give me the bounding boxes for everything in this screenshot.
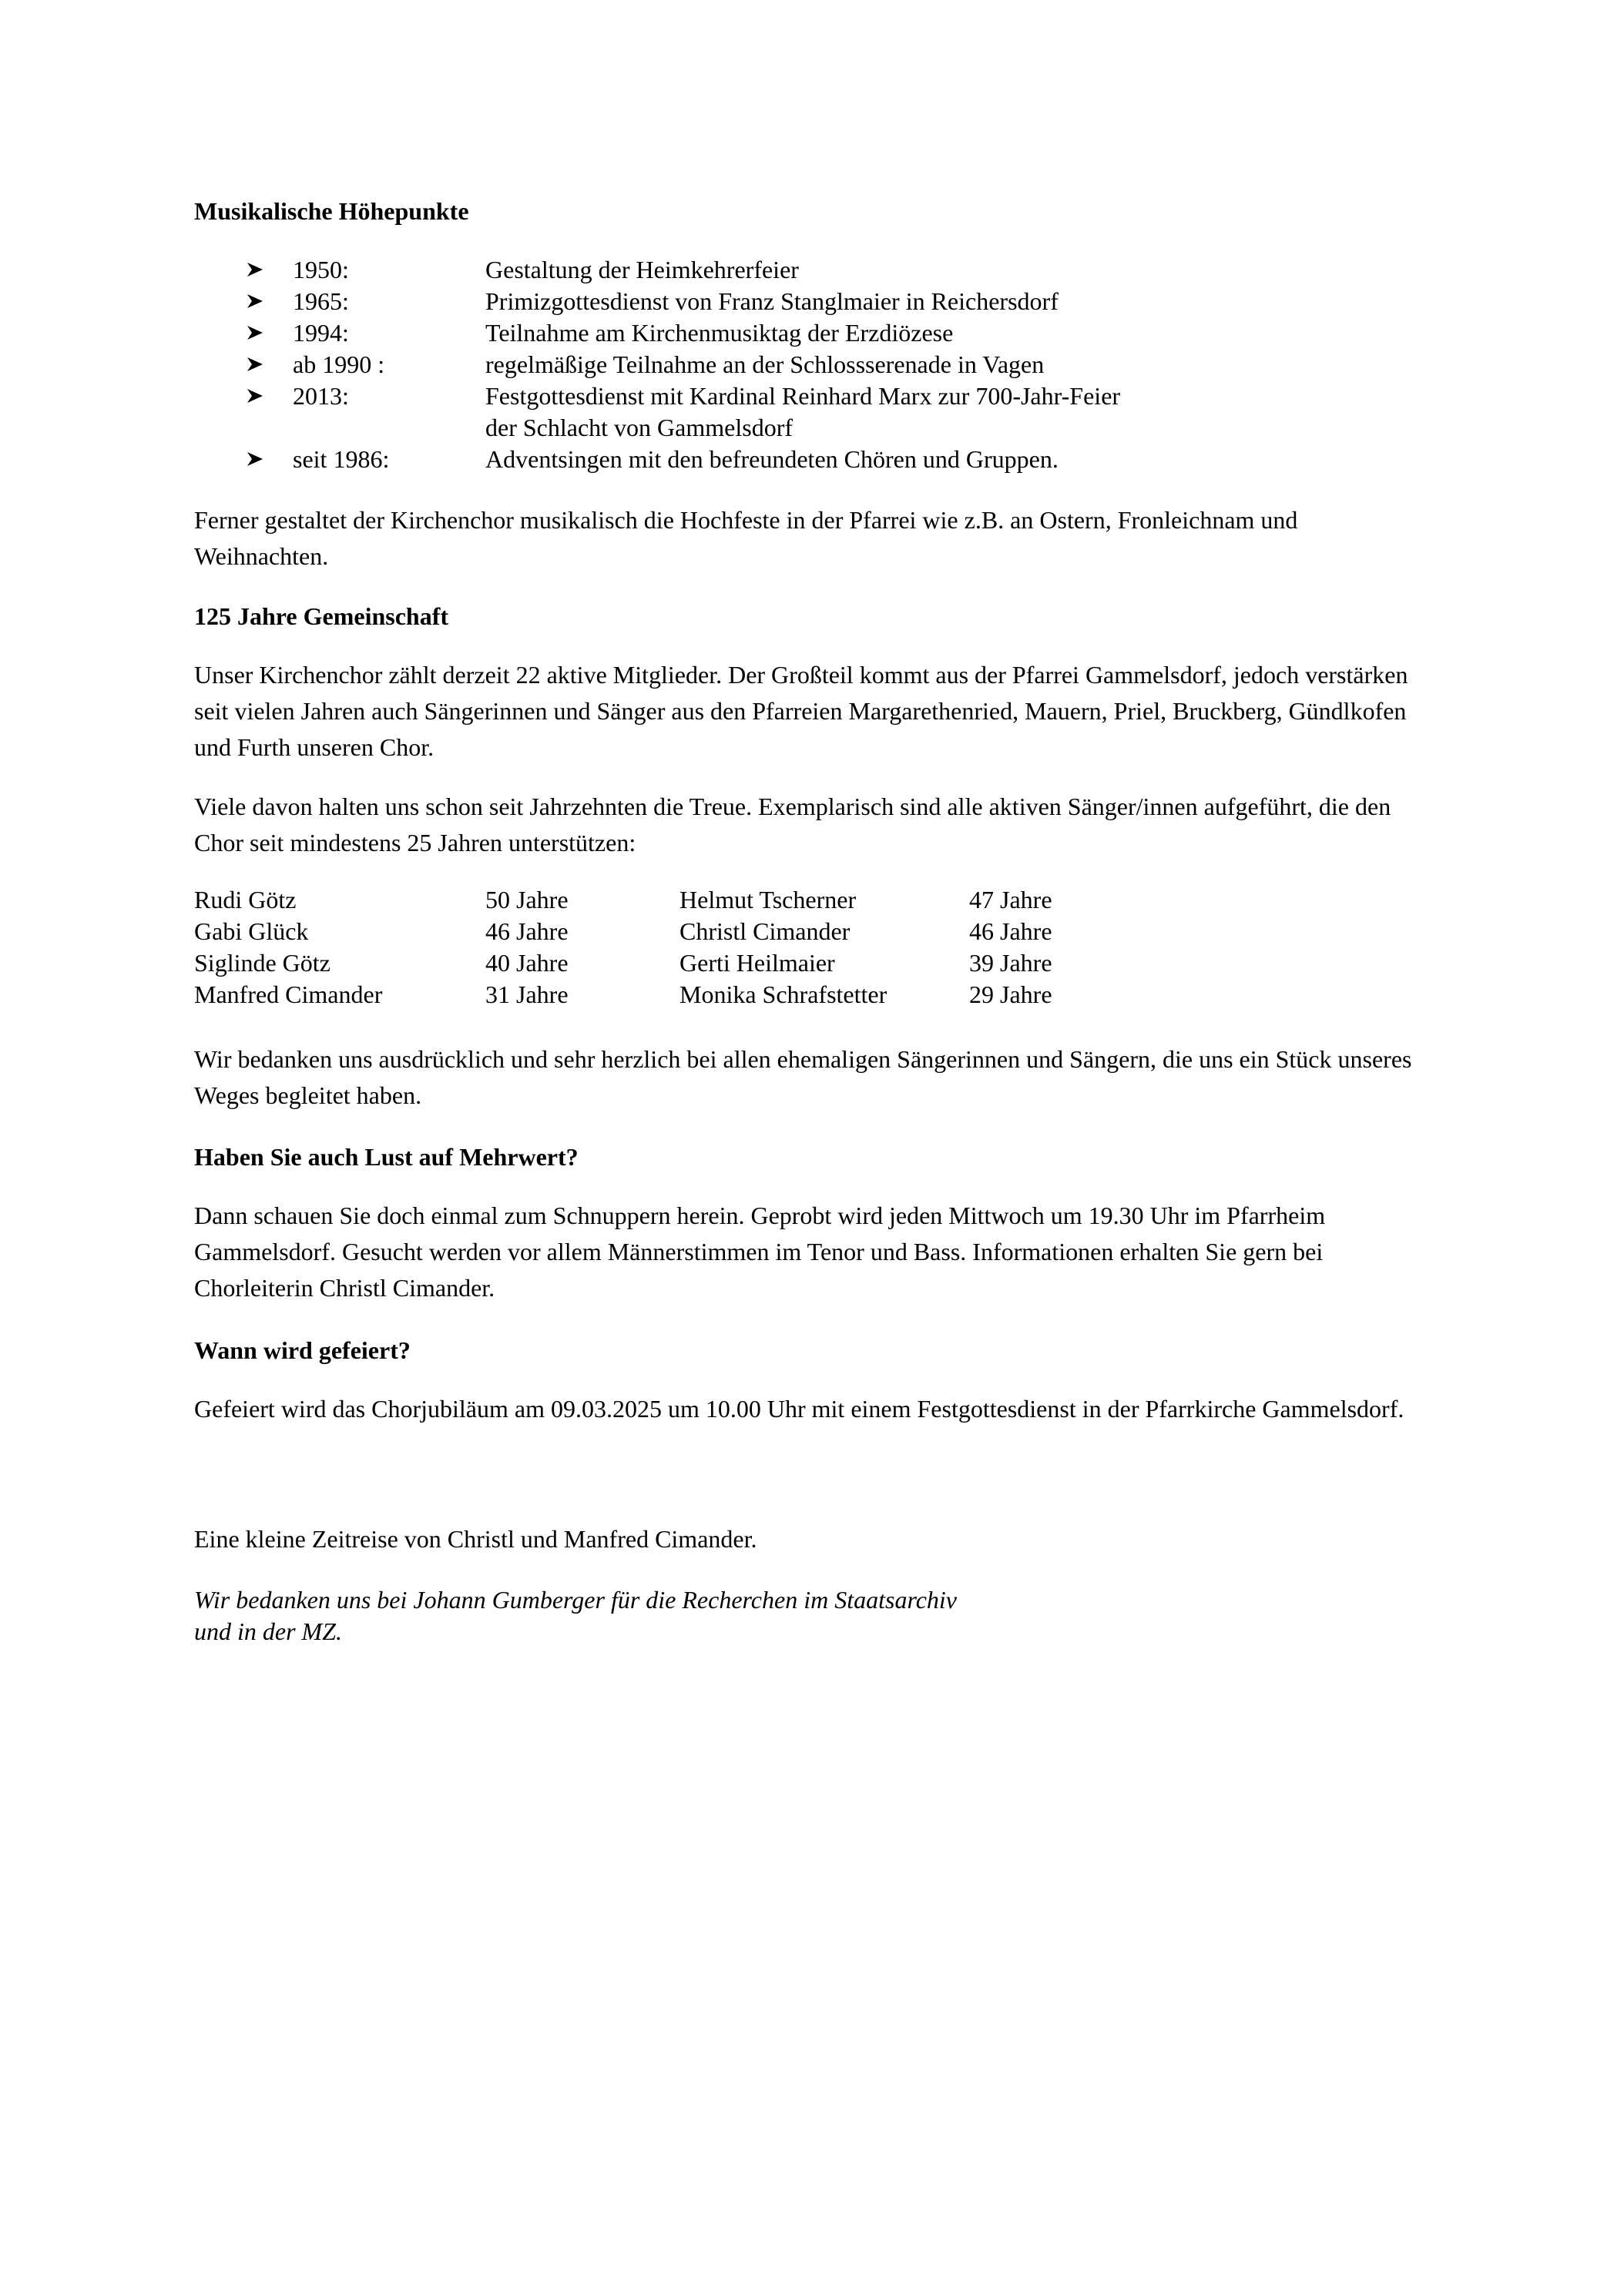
arrowhead-bullet-icon (247, 254, 263, 285)
member-years: 47 Jahre (969, 886, 1052, 913)
highlight-text: Teilnahme am Kirchenmusiktag der Erzdiözese (485, 319, 954, 347)
list-item (0, 254, 1624, 286)
credit-line-2: und in der MZ. (194, 1617, 342, 1645)
member-name: Christl Cimander (679, 917, 851, 945)
list-item (0, 286, 1624, 317)
member-name: Siglinde Götz (194, 949, 331, 977)
heading-musical-highlights: Musikalische Höhepunkte (194, 197, 469, 225)
member-name: Gerti Heilmaier (679, 949, 835, 977)
highlight-text: Festgottesdienst mit Kardinal Reinhard Marx zur 700-Jahr-Feier (485, 382, 1121, 410)
member-name: Gabi Glück (194, 917, 309, 945)
member-name: Monika Schrafstetter (679, 980, 887, 1008)
list-item (0, 317, 1624, 349)
member-years: 31 Jahre (485, 980, 569, 1008)
arrowhead-bullet-icon (247, 380, 263, 411)
arrowhead-bullet-icon (247, 317, 263, 348)
member-years: 40 Jahre (485, 949, 569, 977)
highlight-year: seit 1986: (293, 445, 390, 473)
table-row (0, 947, 1624, 979)
list-item (0, 444, 1624, 475)
list-item (0, 349, 1624, 380)
paragraph-members: Unser Kirchenchor zählt derzeit 22 aktive Mitglieder. Der Großteil kommt aus der Pfarrei Gammelsdorf, jedoch verstärken seit vielen Jahren auch Sängerinnen und Sänger aus den Pfarreien Margarethenried, Mauern, Priel, Bruckberg, Gündlkofen und Furth unseren Chor. (194, 661, 1408, 761)
paragraph-credits (194, 1584, 1434, 1647)
member-years: 29 Jahre (969, 980, 1052, 1008)
heading-celebrate: Wann wird gefeiert? (194, 1336, 411, 1364)
highlights-list (0, 254, 1624, 475)
member-name: Rudi Götz (194, 886, 297, 913)
arrowhead-bullet-icon (247, 349, 263, 380)
paragraph-authors: Eine kleine Zeitreise von Christl und Manfred Cimander. (194, 1525, 757, 1553)
credit-line-1: Wir bedanken uns bei Johann Gumberger für die Recherchen im Staatsarchiv (194, 1586, 957, 1614)
list-item-continuation (0, 412, 1624, 444)
member-name: Manfred Cimander (194, 980, 383, 1008)
members-table (0, 884, 1624, 1011)
table-row (0, 884, 1624, 916)
heading-join: Haben Sie auch Lust auf Mehrwert? (194, 1143, 579, 1171)
highlight-year: 1994: (293, 319, 349, 347)
highlight-text: Gestaltung der Heimkehrerfeier (485, 256, 799, 283)
table-row (0, 916, 1624, 947)
member-years: 50 Jahre (485, 886, 569, 913)
highlight-year: 1965: (293, 287, 349, 315)
highlight-year: ab 1990 : (293, 350, 385, 378)
paragraph-celebrate: Gefeiert wird das Chorjubiläum am 09.03.2025 um 10.00 Uhr mit einem Festgottesdienst in der Pfarrkirche Gammelsdorf. (194, 1395, 1404, 1423)
arrowhead-bullet-icon (247, 286, 263, 317)
paragraph-thanks: Wir bedanken uns ausdrücklich und sehr herzlich bei allen ehemaligen Sängerinnen und Sängern, die uns ein Stück unseres Weges begleitet haben. (194, 1045, 1412, 1109)
paragraph-loyal-members: Viele davon halten uns schon seit Jahrzehnten die Treue. Exemplarisch sind alle aktiven Sänger/innen aufgeführt, die den Chor seit mindestens 25 Jahren unterstützen: (194, 793, 1391, 856)
member-years: 39 Jahre (969, 949, 1052, 977)
paragraph-join: Dann schauen Sie doch einmal zum Schnuppern herein. Geprobt wird jeden Mittwoch um 19.30 Uhr im Pfarrheim Gammelsdorf. Gesucht werden vor allem Männerstimmen im Tenor und Bass. Informationen erhalten Sie gern bei Chorleiterin Christl Cimander. (194, 1202, 1326, 1302)
highlight-text: regelmäßige Teilnahme an der Schlossserenade in Vagen (485, 350, 1045, 378)
highlight-year: 2013: (293, 382, 349, 410)
member-name: Helmut Tscherner (679, 886, 857, 913)
highlight-year: 1950: (293, 256, 349, 283)
member-years: 46 Jahre (485, 917, 569, 945)
arrowhead-bullet-icon (247, 444, 263, 474)
highlight-text: Adventsingen mit den befreundeten Chören und Gruppen. (485, 445, 1059, 473)
table-row (0, 979, 1624, 1011)
member-years: 46 Jahre (969, 917, 1052, 945)
list-item (0, 380, 1624, 412)
paragraph-feasts: Ferner gestaltet der Kirchenchor musikalisch die Hochfeste in der Pfarrei wie z.B. an Ostern, Fronleichnam und Weihnachten. (194, 506, 1298, 570)
highlight-text-continuation: der Schlacht von Gammelsdorf (485, 414, 793, 441)
highlight-text: Primizgottesdienst von Franz Stanglmaier in Reichersdorf (485, 287, 1059, 315)
heading-community: 125 Jahre Gemeinschaft (194, 602, 449, 630)
